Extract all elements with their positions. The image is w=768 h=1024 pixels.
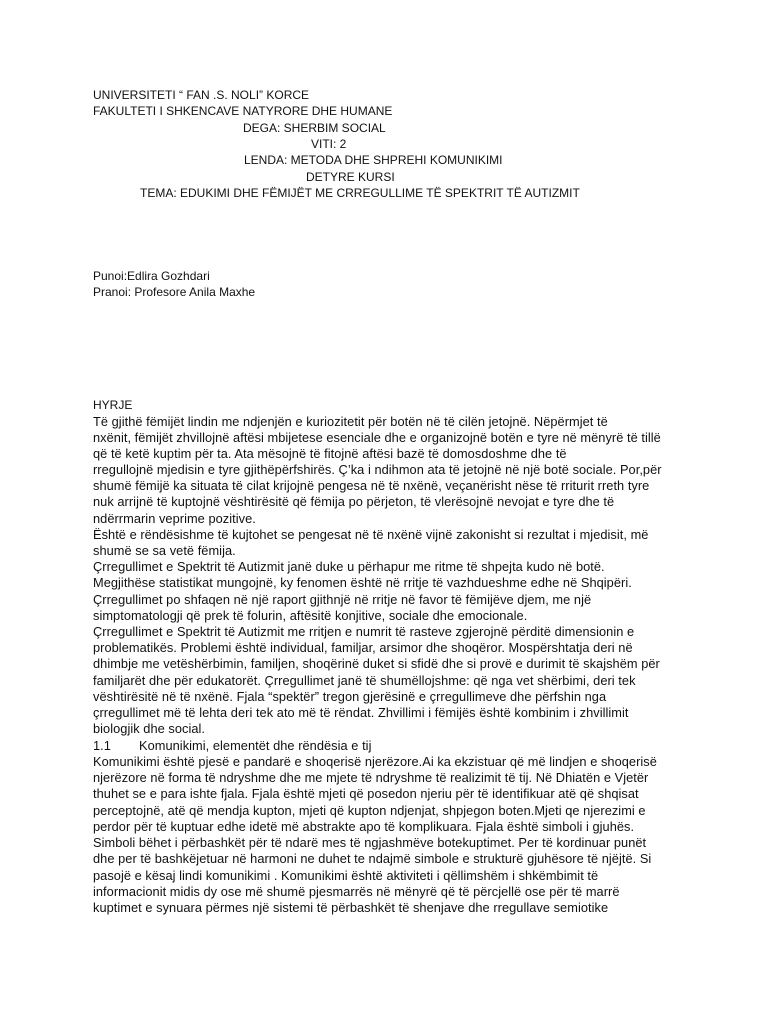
faculty-name: FAKULTETI I SHKENCAVE NATYRORE DHE HUMANE [93,104,393,118]
section-line: Komunikimi është pjesë e pandarë e shoqerisë njerëzore.Ai ka ekzistuar që më lindjen e shoqerisë [93,754,657,769]
topic-title: TEMA: EDUKIMI DHE FËMIJËT ME CRREGULLIME TË SPEKTRIT TË AUTIZMIT [140,186,580,200]
section-line: dhe per të bashkëjetuar në harmoni ne duhet te ndajmë simbole e strukturë gjuhësore të njëjtë. Si [93,851,652,866]
intro-line: simptomatologji që prek të folurin, aftësitë konjitive, sociale dhe emocionale. [93,608,528,623]
intro-line: çrregullimet më të lehta deri tek ato më të rëndat. Zhvillimi i fëmijës është kombinim i zhvillimit [93,705,629,720]
section-line: Simboli bëhet i përbashkët për të ndarë mes të ngjashmëve botekuptimet. Per të kordinuar punët [93,835,647,850]
intro-line: problematikës. Problemi është individual, familjar, arsimor dhe shoqëror. Mospërshtatja deri në [93,640,633,655]
intro-line: Çrregullimet e Spektrit të Autizmit me rritjen e numrit të rasteve zgjerojnë përditë dimensionin e [93,624,635,639]
section-line: informacionit midis dy ose më shumë pjesmarrës në mënyrë që të përcjellë ose për të marrë [93,884,620,899]
intro-line: dhimbje me vetëshërbimin, familjen, shoqërinë duket si sfidë dhe si provë e durimit të skajshëm për [93,656,660,671]
intro-line: nuk arrijnë të kuptojnë vështirësitë që fëmija po përjeton, të vlerësojnë nevojat e tyre dhe të [93,494,615,509]
intro-line: vështirësitë në të nxënë. Fjala “spektër” tregon gjerësinë e çrregullimeve dhe përfshin nga [93,689,607,704]
author-credit: Punoi:Edlira Gozhdari [93,269,210,283]
intro-line: Çrregullimet e Spektrit të Autizmit janë duke u përhapur me ritme të shpejta kudo në botë. [93,559,605,574]
section-line: kuptimet e synuara përmes një sistemi të përbashkët të shenjave dhe rregullave semiotike [93,900,609,915]
intro-line: shumë se sa vetë fëmija. [93,543,236,558]
intro-line: Është e rëndësishme të kujtohet se pengesat në të nxënë vijnë zakonisht si rezultat i mjedisit, më [93,527,649,542]
section-title: Komunikimi, elementët dhe rëndësia e tij [139,738,372,753]
university-name: UNIVERSITETI “ FAN .S. NOLI” KORCE [93,88,310,102]
section-line: njerëzore në forma të ndryshme dhe me mjete të ndryshme të realizimit të tij. Në Dhiatën e Vjetër [93,770,649,785]
intro-line: rregullojnë mjedisin e tyre gjithëpërfshirës. Ç’ka i ndihmon ata të jetojnë në një botë sociale. Por,për [93,462,662,477]
intro-line: ndërrmarin veprime pozitive. [93,511,256,526]
section-number: 1.1 [93,738,111,753]
intro-line: biologjik dhe social. [93,721,206,736]
section-line: pasojë e kësaj lindi komunikimi . Komunikimi është aktiviteti i qëllimshëm i shkëmbimit të [93,868,599,883]
intro-line: që të ketë kuptim për ta. Ata mësojnë të fitojnë aftësi bazë të domosdoshme dhe të [93,446,567,461]
document-type: DETYRE KURSI [306,170,395,184]
section-heading [93,738,371,754]
intro-line: Megjithëse statistikat mungojnë, ky fenomen është në rritje të vazhdueshme edhe në Shqipëri. [93,575,632,590]
intro-line: Të gjithë fëmijët lindin me ndjenjën e kuriozitetit për botën në të cilën jetojnë. Nëpërmjet të [93,414,608,429]
section-line: perdor për të kuptuar edhe idetë më abstrakte apo të komplikuara. Fjala është simboli i gjuhës. [93,819,635,834]
section-line: thuhet se e para ishte fjala. Fjala është mjeti që posedon njeriu për të identifikuar atë që shqisat [93,786,639,801]
department-name: DEGA: SHERBIM SOCIAL [243,121,386,135]
section-line: perceptojnë, atë që mendja kupton, mjeti që kupton ndjenjat, shpjegon boten.Mjeti qe njerezimi e [93,803,646,818]
intro-line: familjarët dhe për edukatorët. Çrregullimet janë të shumëllojshme: që nga vet shërbimi, deri tek [93,673,636,688]
intro-line: nxënit, fëmijët zhvillojnë aftësi mbijetese esenciale dhe e organizojnë botën e tyre në mënyrë të tillë [93,430,661,445]
reviewer-credit: Pranoi: Profesore Anila Maxhe [93,285,256,299]
intro-heading: HYRJE [93,398,133,412]
intro-line: Çrregullimet po shfaqen në një raport gjithnjë në rritje në favor të fëmijëve djem, me një [93,592,592,607]
subject-name: LENDA: METODA DHE SHPREHI KOMUNIKIMI [244,153,503,167]
study-year: VITI: 2 [311,137,347,151]
intro-line: shumë fëmijë ka situata të cilat krijojnë pengesa në të nxënë, veçanërisht nëse të rriturit rreth tyre [93,478,650,493]
